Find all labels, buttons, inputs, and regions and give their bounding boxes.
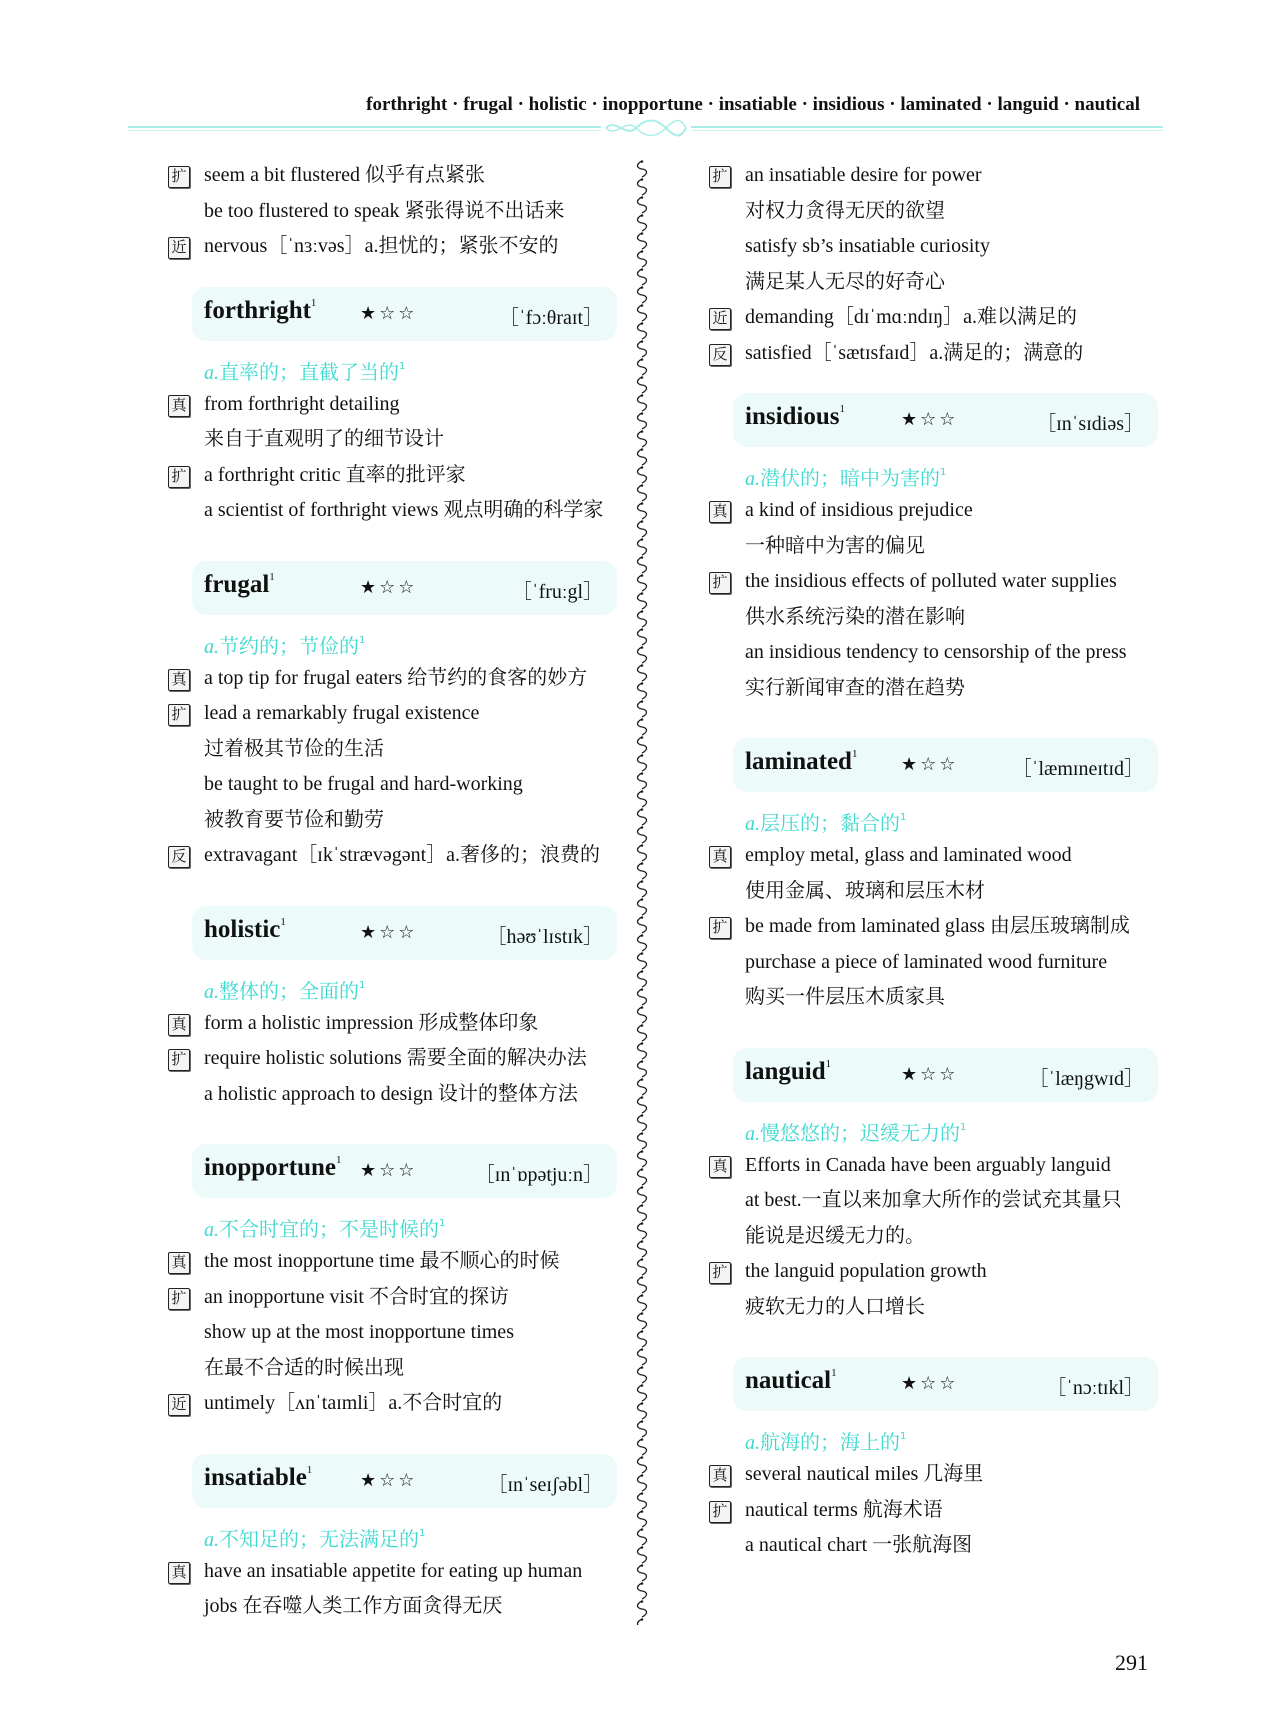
part-of-speech: a. <box>204 1219 219 1241</box>
frequency-sup: 1 <box>335 1154 342 1166</box>
definition-sup: 1 <box>900 812 907 823</box>
example-line-tagged <box>168 838 623 874</box>
star-rating-icon: ★☆☆ <box>360 921 418 943</box>
tag-badge-icon: 反 <box>709 344 731 366</box>
tag-badge-icon: 真 <box>709 501 731 523</box>
example-text: 过着极其节俭的生活 <box>204 737 384 760</box>
definition-text: 层压的；黏合的 <box>760 811 900 835</box>
column-divider <box>634 160 650 1625</box>
example-line <box>709 945 1164 981</box>
tag-badge-icon: 扩 <box>168 1049 190 1071</box>
example-line <box>709 635 1164 671</box>
tag-badge-icon: 近 <box>709 308 731 330</box>
example-line <box>168 194 623 230</box>
tag-badge-icon: 真 <box>709 1465 731 1487</box>
definition-text: 不合时宜的；不是时候的 <box>219 1217 439 1241</box>
example-text: have an insatiable appetite for eating up human <box>204 1559 583 1582</box>
example-line <box>709 671 1164 707</box>
example-line <box>168 1315 623 1351</box>
star-rating-icon: ★☆☆ <box>360 302 418 324</box>
example-text: demanding［dɪˈmɑːndɪŋ］a.难以满足的 <box>745 306 1077 328</box>
example-text: satisfy sb’s insatiable curiosity <box>745 235 990 257</box>
tag-badge-icon: 扩 <box>709 166 731 188</box>
phonetic: ［ˈfruːgl］ <box>511 580 603 603</box>
entry-header-holistic <box>192 906 617 960</box>
example-text: extravagant［ɪkˈstrævəgənt］a.奢侈的；浪费的 <box>204 844 601 866</box>
example-line-tagged <box>709 1493 1164 1529</box>
definition <box>709 1110 1164 1148</box>
headword: laminated$^1$ <box>745 748 858 775</box>
phonetic: ［həʊˈlɪstɪk］ <box>486 925 603 948</box>
frequency-sup: 1 <box>306 1463 313 1476</box>
frequency-sup: 1 <box>825 1057 832 1070</box>
example-line-tagged <box>168 1280 623 1316</box>
example-line-tagged <box>168 229 623 265</box>
example-line <box>709 1528 1164 1564</box>
example-text: 供水系统污染的潜在影响 <box>745 605 965 628</box>
example-text: Efforts in Canada have been arguably languid <box>745 1153 1111 1176</box>
example-text: 对权力贪得无厌的欲望 <box>745 199 945 222</box>
part-of-speech: a. <box>745 813 760 835</box>
definition-text: 慢悠悠的；迟缓无力的 <box>760 1120 960 1145</box>
tag-badge-icon: 扩 <box>168 466 190 488</box>
star-rating-icon: ★☆☆ <box>901 409 959 430</box>
headword: nautical$^1$ <box>745 1367 837 1394</box>
headword: languid$^1$ <box>745 1057 832 1085</box>
example-line <box>709 1183 1164 1219</box>
phonetic: ［ɪnˈseɪʃəbl］ <box>487 1473 603 1496</box>
phonetic: ［ɪnˈɒpətjuːn］ <box>474 1164 603 1186</box>
example-text: 实行新闻审查的潜在趋势 <box>745 676 965 699</box>
example-line-tagged <box>168 696 623 732</box>
example-line-tagged <box>168 1041 623 1077</box>
example-text: purchase a piece of laminated wood furniture <box>745 950 1108 973</box>
headword: insatiable$^1$ <box>204 1463 313 1491</box>
example-line-tagged <box>168 158 623 194</box>
example-text: an inopportune visit 不合时宜的探访 <box>204 1285 509 1308</box>
tag-badge-icon: 真 <box>168 1014 190 1036</box>
example-line-tagged <box>709 300 1164 336</box>
phonetic: ［ɪnˈsɪdiəs］ <box>1036 413 1144 435</box>
part-of-speech: a. <box>745 1122 760 1145</box>
example-line-tagged <box>168 1554 623 1590</box>
example-line-tagged <box>709 493 1164 529</box>
definition-sup: 1 <box>419 1527 426 1539</box>
frequency-sup: 1 <box>280 915 286 928</box>
tag-badge-icon: 近 <box>168 237 190 259</box>
example-text: a top tip for frugal eaters 给节约的食客的妙方 <box>204 666 588 689</box>
example-text: a forthright critic 直率的批评家 <box>204 463 466 486</box>
entry-header-insatiable <box>192 1454 617 1508</box>
frequency-sup: 1 <box>831 1367 837 1379</box>
entry-header-laminated <box>733 738 1158 792</box>
example-text: 疲软无力的人口增长 <box>745 1295 925 1318</box>
headword: insidious$^1$ <box>745 403 846 430</box>
example-text: be made from laminated glass 由层压玻璃制成 <box>745 915 1130 937</box>
example-line <box>709 265 1164 301</box>
definition-sup: 1 <box>359 634 366 646</box>
example-text: a scientist of forthright views 观点明确的科学家 <box>204 499 604 521</box>
example-line <box>168 493 623 529</box>
tag-badge-icon: 真 <box>709 1156 731 1178</box>
entry-header-inopportune <box>192 1144 617 1198</box>
example-line <box>168 803 623 839</box>
frequency-sup: 1 <box>851 748 858 760</box>
example-line-tagged <box>709 1148 1164 1184</box>
example-line <box>709 529 1164 565</box>
example-line <box>168 1589 623 1625</box>
example-text: be too flustered to speak 紧张得说不出话来 <box>204 199 565 222</box>
example-text: show up at the most inopportune times <box>204 1321 514 1343</box>
example-text: the languid population growth <box>745 1260 987 1282</box>
example-text: seem a bit flustered 似乎有点紧张 <box>204 164 486 186</box>
phonetic: ［ˈfɔːθraɪt］ <box>499 306 603 329</box>
definition <box>709 455 1164 493</box>
example-text: at best.一直以来加拿大所作的尝试充其量只 <box>745 1189 1122 1211</box>
example-line-tagged <box>168 661 623 697</box>
example-text: 被教育要节俭和勤劳 <box>204 808 384 831</box>
tag-badge-icon: 反 <box>168 846 190 868</box>
definition <box>168 1516 623 1554</box>
example-text: satisfied［ˈsætɪsfaɪd］a.满足的；满意的 <box>745 341 1084 364</box>
example-text: untimely［ʌnˈtaɪmli］a.不合时宜的 <box>204 1392 503 1414</box>
phonetic: ［ˈnɔːtɪkl］ <box>1046 1377 1144 1399</box>
star-rating-icon: ★☆☆ <box>901 754 959 775</box>
definition <box>709 800 1164 838</box>
example-line <box>709 600 1164 636</box>
example-line <box>168 422 623 458</box>
example-text: 在最不合适的时候出现 <box>204 1356 404 1379</box>
example-line-tagged <box>168 1386 623 1422</box>
headword: holistic$^1$ <box>204 915 286 943</box>
tag-badge-icon: 真 <box>168 395 190 417</box>
header-rule <box>128 126 1163 132</box>
example-text: nautical terms 航海术语 <box>745 1498 943 1521</box>
example-line <box>709 229 1164 265</box>
tag-badge-icon: 扩 <box>168 704 190 726</box>
entry-header-frugal <box>192 561 617 615</box>
definition-text: 直率的；直截了当的 <box>219 359 399 384</box>
tag-badge-icon: 扩 <box>709 917 731 939</box>
part-of-speech: a. <box>745 1432 760 1454</box>
example-line-tagged <box>709 158 1164 194</box>
example-text: 能说是迟缓无力的。 <box>745 1224 925 1247</box>
example-line-tagged <box>709 1254 1164 1290</box>
example-text: require holistic solutions 需要全面的解决办法 <box>204 1047 587 1069</box>
running-head: forthright · frugal · holistic · inopportune · insatiable · insidious · laminated · languid · nautical <box>366 94 1140 115</box>
entry-header-insidious <box>733 393 1158 447</box>
tag-badge-icon: 扩 <box>709 1262 731 1284</box>
example-line-tagged <box>709 564 1164 600</box>
definition-text: 潜伏的；暗中为害的 <box>760 466 940 490</box>
rule-ornament-icon <box>601 118 691 138</box>
example-line-tagged <box>709 336 1164 372</box>
star-rating-icon: ★☆☆ <box>901 1373 959 1394</box>
example-line-tagged <box>709 838 1164 874</box>
example-text: 购买一件层压木质家具 <box>745 986 945 1008</box>
definition-sup: 1 <box>900 1431 907 1442</box>
definition <box>168 1206 623 1244</box>
example-text: 满足某人无尽的好奇心 <box>745 270 945 293</box>
frequency-sup: 1 <box>839 403 846 415</box>
example-text: form a holistic impression 形成整体印象 <box>204 1011 539 1034</box>
tag-badge-icon: 真 <box>168 669 190 691</box>
frequency-sup: 1 <box>269 570 275 583</box>
star-rating-icon: ★☆☆ <box>901 1063 959 1085</box>
tag-badge-icon: 扩 <box>709 572 731 594</box>
tag-badge-icon: 扩 <box>709 1501 731 1523</box>
example-line <box>709 980 1164 1016</box>
star-rating-icon: ★☆☆ <box>360 1469 418 1491</box>
phonetic: ［ˈlæmɪneɪtɪd］ <box>1011 758 1144 780</box>
phonetic: ［ˈlæŋgwɪd］ <box>1028 1067 1144 1090</box>
example-line-tagged <box>168 1006 623 1042</box>
example-text: 使用金属、玻璃和层压木材 <box>745 879 985 902</box>
definition-sup: 1 <box>359 979 366 991</box>
example-text: a nautical chart 一张航海图 <box>745 1534 973 1556</box>
example-line <box>168 1077 623 1113</box>
page-number: 291 <box>1115 1650 1148 1675</box>
entry-header-forthright <box>192 287 617 341</box>
example-text: nervous［ˈnɜːvəs］a.担忧的；紧张不安的 <box>204 235 559 257</box>
part-of-speech: a. <box>204 980 219 1003</box>
example-text: several nautical miles 几海里 <box>745 1463 984 1485</box>
example-line <box>709 874 1164 910</box>
headword: frugal$^1$ <box>204 570 275 598</box>
definition-sup: 1 <box>940 467 947 478</box>
example-line <box>168 732 623 768</box>
definition <box>168 349 623 387</box>
tag-badge-icon: 扩 <box>168 1288 190 1310</box>
example-line <box>709 1219 1164 1255</box>
example-text: a kind of insidious prejudice <box>745 499 973 521</box>
example-text: 一种暗中为害的偏见 <box>745 534 925 557</box>
example-text: be taught to be frugal and hard-working <box>204 773 523 795</box>
part-of-speech: a. <box>745 468 760 490</box>
left-column <box>168 158 623 1635</box>
example-line-tagged <box>168 387 623 423</box>
definition-sup: 1 <box>439 1218 446 1229</box>
definition-text: 不知足的；无法满足的 <box>219 1526 419 1551</box>
definition <box>168 623 623 661</box>
entry-header-languid <box>733 1048 1158 1102</box>
definition-text: 整体的；全面的 <box>219 978 359 1003</box>
example-text: an insidious tendency to censorship of the press <box>745 641 1127 663</box>
example-text: lead a remarkably frugal existence <box>204 702 480 724</box>
definition-text: 航海的；海上的 <box>760 1430 900 1454</box>
example-line <box>168 767 623 803</box>
tag-badge-icon: 扩 <box>168 166 190 188</box>
example-text: an insatiable desire for power <box>745 164 982 186</box>
tag-badge-icon: 真 <box>709 846 731 868</box>
definition <box>168 968 623 1006</box>
example-line-tagged <box>168 458 623 494</box>
star-rating-icon: ★☆☆ <box>360 1160 418 1181</box>
example-text: the insidious effects of polluted water supplies <box>745 570 1117 592</box>
example-text: a holistic approach to design 设计的整体方法 <box>204 1082 578 1105</box>
star-rating-icon: ★☆☆ <box>360 576 418 598</box>
example-text: 来自于直观明了的细节设计 <box>204 428 444 450</box>
example-line <box>168 1351 623 1387</box>
definition-sup: 1 <box>960 1121 967 1133</box>
definition-sup: 1 <box>399 360 406 372</box>
headword: forthright$^1$ <box>204 296 317 324</box>
definition <box>709 1419 1164 1457</box>
tag-badge-icon: 真 <box>168 1562 190 1584</box>
example-line-tagged <box>709 909 1164 945</box>
part-of-speech: a. <box>204 1528 219 1551</box>
example-text: from forthright detailing <box>204 392 400 415</box>
headword: inopportune$^1$ <box>204 1154 342 1181</box>
example-line-tagged <box>168 1244 623 1280</box>
frequency-sup: 1 <box>310 296 317 309</box>
part-of-speech: a. <box>204 361 219 384</box>
example-line <box>709 1290 1164 1326</box>
tag-badge-icon: 近 <box>168 1394 190 1416</box>
tag-badge-icon: 真 <box>168 1252 190 1274</box>
example-text: the most inopportune time 最不顺心的时候 <box>204 1250 560 1272</box>
definition-text: 节约的；节俭的 <box>219 633 359 658</box>
example-text: jobs 在吞噬人类工作方面贪得无厌 <box>204 1595 503 1617</box>
right-column <box>709 158 1164 1574</box>
part-of-speech: a. <box>204 635 219 658</box>
example-text: employ metal, glass and laminated wood <box>745 844 1072 866</box>
example-line <box>709 194 1164 230</box>
entry-header-nautical <box>733 1357 1158 1411</box>
example-line-tagged <box>709 1457 1164 1493</box>
